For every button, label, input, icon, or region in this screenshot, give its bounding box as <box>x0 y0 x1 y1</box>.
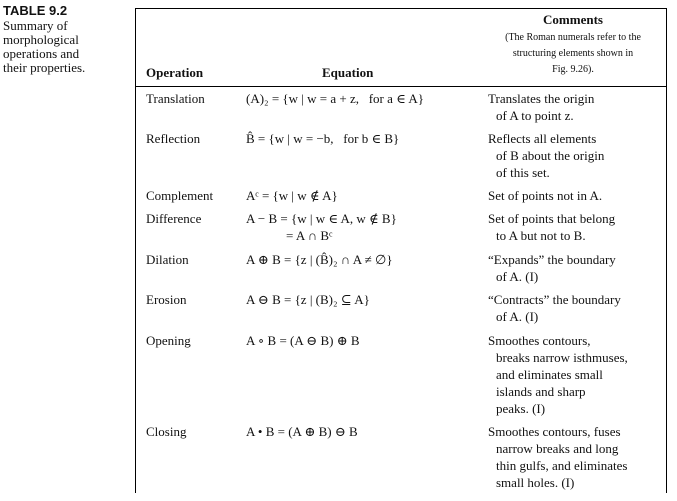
equation-line: A • B = (A ⊕ B) ⊖ B <box>246 424 358 439</box>
equation-line: A ⊖ B = {z | (B)₂ ⊆ A} <box>246 292 370 307</box>
comment-line: of A to point z. <box>496 108 574 123</box>
header-divider <box>136 86 666 87</box>
comment-line: “Expands” the boundary <box>488 252 616 267</box>
caption-line: morphological <box>3 32 79 47</box>
comment-line: Smoothes contours, <box>488 333 591 348</box>
row-equation <box>246 423 358 440</box>
row-operation: Reflection <box>146 131 201 146</box>
note-line: Fig. 9.26). <box>552 64 594 75</box>
row-equation <box>246 291 370 308</box>
equation-line: A ∘ B = (A ⊖ B) ⊕ B <box>246 333 360 348</box>
comment-line: of A. (I) <box>496 309 539 324</box>
row-comments <box>488 130 663 181</box>
comment-line: Set of points not in A. <box>488 188 603 203</box>
table-label: TABLE 9.2 <box>3 3 68 18</box>
comment-line: of B about the origin <box>496 148 605 163</box>
row-operation: Erosion <box>146 292 187 307</box>
row-comments <box>488 251 663 285</box>
header-equation: Equation <box>322 65 374 80</box>
row-equation <box>246 130 399 147</box>
comment-line: peaks. (I) <box>496 401 546 416</box>
table-caption <box>3 3 123 75</box>
row-operation: Opening <box>146 333 191 348</box>
row-comments <box>488 90 663 124</box>
row-operation: Dilation <box>146 252 189 267</box>
table-description <box>3 19 123 75</box>
row-equation <box>246 251 393 268</box>
row-comments <box>488 423 663 491</box>
row-comments <box>488 187 663 204</box>
comment-line: of this set. <box>496 165 550 180</box>
comment-line: “Contracts” the boundary <box>488 292 621 307</box>
comment-line: Smoothes contours, fuses <box>488 424 621 439</box>
row-operation: Translation <box>146 91 205 106</box>
equation-line: A ⊕ B = {z | (B̂)₂ ∩ A ≠ ∅} <box>246 252 393 267</box>
comment-line: and eliminates small <box>496 367 603 382</box>
row-equation <box>246 332 360 349</box>
row-comments <box>488 210 663 244</box>
comment-line: Translates the origin <box>488 91 595 106</box>
caption-line: their properties. <box>3 60 86 75</box>
comment-line: thin gulfs, and eliminates <box>496 458 628 473</box>
comment-line: islands and sharp <box>496 384 586 399</box>
note-line: (The Roman numerals refer to the <box>505 32 641 43</box>
comment-line: Set of points that belong <box>488 211 616 226</box>
comment-line: breaks narrow isthmuses, <box>496 350 628 365</box>
header-operation: Operation <box>146 65 204 80</box>
row-equation <box>246 210 397 244</box>
equation-line: A − B = {w | w ∈ A, w ∉ B} <box>246 211 397 226</box>
morphology-table <box>135 8 667 493</box>
header-comments-note <box>488 30 658 78</box>
equation-line: = A ∩ Bᶜ <box>286 228 333 243</box>
equation-line: Aᶜ = {w | w ∉ A} <box>246 188 338 203</box>
row-operation: Difference <box>146 211 202 226</box>
comment-line: of A. (I) <box>496 269 539 284</box>
comment-line: Reflects all elements <box>488 131 597 146</box>
caption-line: Summary of <box>3 18 68 33</box>
caption-line: operations and <box>3 46 80 61</box>
comment-line: to A but not to B. <box>496 228 586 243</box>
comment-line: small holes. (I) <box>496 475 575 490</box>
equation-line: B̂ = {w | w = −b, for b ∈ B} <box>246 131 400 146</box>
row-operation: Closing <box>146 424 187 439</box>
header-comments: Comments <box>543 12 603 27</box>
row-operation: Complement <box>146 188 214 203</box>
note-line: structuring elements shown in <box>512 48 634 59</box>
row-equation <box>246 187 338 204</box>
row-comments <box>488 291 663 325</box>
row-equation <box>246 90 424 107</box>
row-comments <box>488 332 663 417</box>
comment-line: narrow breaks and long <box>496 441 619 456</box>
equation-line: (A)₂ = {w | w = a + z, for a ∈ A} <box>246 91 424 106</box>
